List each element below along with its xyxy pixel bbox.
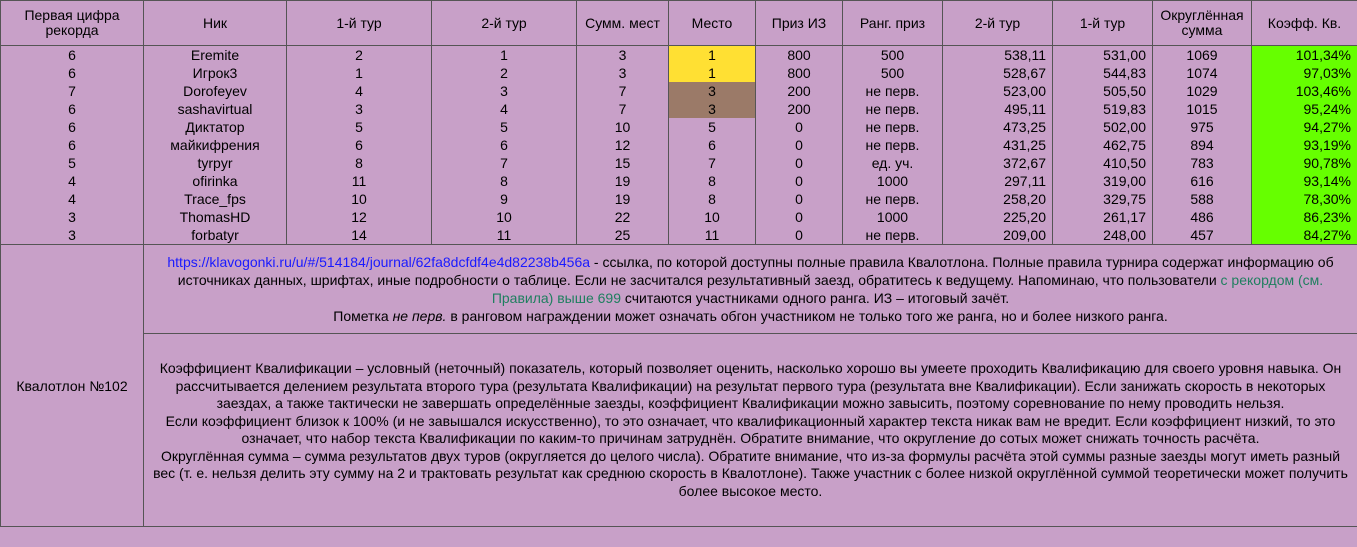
table-row <box>1 82 1357 100</box>
round1-result-cell: 319,00 <box>1053 172 1153 190</box>
record-digit-cell: 6 <box>1 64 144 82</box>
prize-cell: 0 <box>756 208 843 226</box>
record-digit-cell: 7 <box>1 82 144 100</box>
nick-cell: майкифрения <box>144 136 287 154</box>
table-row <box>1 46 1357 65</box>
round1-result-cell: 462,75 <box>1053 136 1153 154</box>
rounded-sum-cell: 457 <box>1153 226 1252 245</box>
place-cell: 11 <box>669 226 756 245</box>
coef-cell: 95,24% <box>1252 100 1357 118</box>
coef-cell: 93,19% <box>1252 136 1357 154</box>
coef-cell: 103,46% <box>1252 82 1357 100</box>
tournament-title: Квалотлон №102 <box>1 245 144 527</box>
place-cell: 8 <box>669 190 756 208</box>
coef-cell: 93,14% <box>1252 172 1357 190</box>
record-digit-cell: 6 <box>1 118 144 136</box>
round2-cell: 7 <box>432 154 577 172</box>
rank-prize-cell: 1000 <box>843 172 943 190</box>
rank-note-green: с рекордом (см. Правила) выше 699 <box>491 272 1324 306</box>
round1-result-cell: 505,50 <box>1053 82 1153 100</box>
table-row <box>1 64 1357 82</box>
sum-places-cell: 7 <box>577 100 669 118</box>
round2-cell: 1 <box>432 46 577 65</box>
prize-cell: 800 <box>756 64 843 82</box>
record-digit-cell: 6 <box>1 46 144 65</box>
nick-cell: Диктатор <box>144 118 287 136</box>
rank-prize-cell: не перв. <box>843 100 943 118</box>
header-place: Место <box>669 1 756 46</box>
header-round2: 2-й тур <box>432 1 577 46</box>
round1-result-cell: 544,83 <box>1053 64 1153 82</box>
round2-cell: 8 <box>432 172 577 190</box>
place-cell: 7 <box>669 154 756 172</box>
sum-places-cell: 19 <box>577 172 669 190</box>
place-cell: 5 <box>669 118 756 136</box>
round2-result-cell: 523,00 <box>943 82 1053 100</box>
place-cell: 3 <box>669 82 756 100</box>
coef-cell: 94,27% <box>1252 118 1357 136</box>
header-rank-prize: Ранг. приз <box>843 1 943 46</box>
rank-prize-cell: ед. уч. <box>843 154 943 172</box>
round2-cell: 2 <box>432 64 577 82</box>
rounded-sum-cell: 894 <box>1153 136 1252 154</box>
round2-cell: 11 <box>432 226 577 245</box>
sum-places-cell: 3 <box>577 46 669 65</box>
coef-para-3: Округлённая сумма – сумма результатов двух туров (округляется до целого числа). Обратите внимание, что из-за формулы расчёта этой суммы разные заезды могут иметь разный вес (т. е. нельзя делить эту сумму на 2 и трактовать результат как среднюю скорость в Квалотлоне). Также участник с более низкой округлённой суммой теоретически может получить более высокое место. <box>153 447 1348 499</box>
place-cell: 1 <box>669 46 756 65</box>
table-row <box>1 136 1357 154</box>
round2-result-cell: 258,20 <box>943 190 1053 208</box>
coef-cell: 101,34% <box>1252 46 1357 65</box>
nick-cell: Eremite <box>144 46 287 65</box>
rules-text-2: считаются участниками одного ранга. ИЗ – итоговый зачёт. <box>620 290 1010 306</box>
round1-cell: 5 <box>287 118 432 136</box>
note-pre: Пометка <box>333 308 393 324</box>
round1-cell: 12 <box>287 208 432 226</box>
round1-result-cell: 248,00 <box>1053 226 1153 245</box>
round1-result-cell: 531,00 <box>1053 46 1153 65</box>
rank-prize-cell: 500 <box>843 46 943 65</box>
rounded-sum-cell: 1029 <box>1153 82 1252 100</box>
nick-cell: Игрок3 <box>144 64 287 82</box>
header-first-digit: Первая цифра рекорда <box>1 1 144 46</box>
coef-cell: 97,03% <box>1252 64 1357 82</box>
header-coef: Коэфф. Кв. <box>1252 1 1357 46</box>
sum-places-cell: 7 <box>577 82 669 100</box>
rules-text-1: - ссылка, по которой доступны полные правила Квалотлона. Полные правила турнира содержат информацию об источниках данных, шрифтах, иные подробности о таблице. Если не засчитался результативный заезд, обратитесь к ведущему. Напоминаю, что пользователи <box>177 254 1334 288</box>
rounded-sum-cell: 1015 <box>1153 100 1252 118</box>
record-digit-cell: 3 <box>1 226 144 245</box>
header-round2-result: 2-й тур <box>943 1 1053 46</box>
prize-cell: 0 <box>756 154 843 172</box>
header-round1-result: 1-й тур <box>1053 1 1153 46</box>
round1-cell: 4 <box>287 82 432 100</box>
rules-info <box>144 245 1357 334</box>
nick-cell: forbatyr <box>144 226 287 245</box>
nick-cell: Dorofeyev <box>144 82 287 100</box>
nick-cell: ThomasHD <box>144 208 287 226</box>
sum-places-cell: 12 <box>577 136 669 154</box>
place-cell: 1 <box>669 64 756 82</box>
round2-result-cell: 528,67 <box>943 64 1053 82</box>
round1-result-cell: 261,17 <box>1053 208 1153 226</box>
place-cell: 6 <box>669 136 756 154</box>
coef-cell: 84,27% <box>1252 226 1357 245</box>
rounded-sum-cell: 975 <box>1153 118 1252 136</box>
round1-cell: 3 <box>287 100 432 118</box>
rank-prize-cell: не перв. <box>843 136 943 154</box>
prize-cell: 800 <box>756 46 843 65</box>
round1-cell: 8 <box>287 154 432 172</box>
nick-cell: Trace_fps <box>144 190 287 208</box>
prize-cell: 0 <box>756 136 843 154</box>
round1-result-cell: 502,00 <box>1053 118 1153 136</box>
round2-result-cell: 297,11 <box>943 172 1053 190</box>
round2-result-cell: 431,25 <box>943 136 1053 154</box>
place-cell: 8 <box>669 172 756 190</box>
place-cell: 10 <box>669 208 756 226</box>
nick-cell: sashavirtual <box>144 100 287 118</box>
prize-cell: 0 <box>756 118 843 136</box>
header-sum-places: Сумм. мест <box>577 1 669 46</box>
rounded-sum-cell: 616 <box>1153 172 1252 190</box>
round2-cell: 3 <box>432 82 577 100</box>
header-round1: 1-й тур <box>287 1 432 46</box>
table-row <box>1 118 1357 136</box>
header-nick: Ник <box>144 1 287 46</box>
round1-result-cell: 410,50 <box>1053 154 1153 172</box>
info-row <box>1 245 1357 334</box>
prize-cell: 200 <box>756 82 843 100</box>
rank-prize-cell: 500 <box>843 64 943 82</box>
rounded-sum-cell: 486 <box>1153 208 1252 226</box>
prize-cell: 0 <box>756 226 843 245</box>
record-digit-cell: 6 <box>1 136 144 154</box>
round2-cell: 5 <box>432 118 577 136</box>
round2-cell: 4 <box>432 100 577 118</box>
sum-places-cell: 19 <box>577 190 669 208</box>
table-row <box>1 190 1357 208</box>
round2-cell: 9 <box>432 190 577 208</box>
round2-result-cell: 372,67 <box>943 154 1053 172</box>
rounded-sum-cell: 783 <box>1153 154 1252 172</box>
rank-prize-cell: не перв. <box>843 82 943 100</box>
prize-cell: 200 <box>756 100 843 118</box>
coef-cell: 86,23% <box>1252 208 1357 226</box>
round2-result-cell: 225,20 <box>943 208 1053 226</box>
record-digit-cell: 3 <box>1 208 144 226</box>
record-digit-cell: 4 <box>1 190 144 208</box>
sum-places-cell: 25 <box>577 226 669 245</box>
table-row <box>1 226 1357 245</box>
sum-places-cell: 22 <box>577 208 669 226</box>
note-post: в ранговом награждении может означать обгон участником не только того же ранга, но и более низкого ранга. <box>446 308 1168 324</box>
round1-cell: 6 <box>287 136 432 154</box>
header-row <box>1 1 1357 46</box>
record-digit-cell: 5 <box>1 154 144 172</box>
table-row <box>1 172 1357 190</box>
coef-para-1: Коэффициент Квалификации – условный (неточный) показатель, который позволяет оценить, насколько хорошо вы умеете проходить Квалификацию для своего уровня навыка. Он рассчитывается делением результата второго тура (результата Квалификации) на результат первого тура (результата вне Квалификации). Если занижать скорость в некоторых заездах, а также тактически не завершать определённые заезды, коэффициент Квалификации можно завысить, поэтому соревнование по нему проводить нельзя. <box>159 360 1342 411</box>
rank-prize-cell: не перв. <box>843 118 943 136</box>
rounded-sum-cell: 1069 <box>1153 46 1252 65</box>
table-row <box>1 154 1357 172</box>
round1-result-cell: 519,83 <box>1053 100 1153 118</box>
coef-para-2: Если коэффициент близок к 100% (и не завышался искусственно), то это означает, что квалификационный характер текста никак вам не вредит. Если коэффициент низкий, то это означает, что набор текста Квалификации по каким-то причинам затруднён. Обратите внимание, что округление до сотых может снижать точность расчёта. <box>165 412 1336 446</box>
round1-result-cell: 329,75 <box>1053 190 1153 208</box>
round1-cell: 2 <box>287 46 432 65</box>
round2-result-cell: 538,11 <box>943 46 1053 65</box>
sum-places-cell: 10 <box>577 118 669 136</box>
round1-cell: 11 <box>287 172 432 190</box>
rank-prize-cell: не перв. <box>843 226 943 245</box>
rounded-sum-cell: 1074 <box>1153 64 1252 82</box>
table-row <box>1 100 1357 118</box>
rules-link[interactable]: https://klavogonki.ru/u/#/514184/journal/62fa8dcfdf4e4d82238b456a <box>167 254 591 270</box>
coef-cell: 90,78% <box>1252 154 1357 172</box>
header-prize: Приз ИЗ <box>756 1 843 46</box>
header-rounded-sum: Округлённая сумма <box>1153 1 1252 46</box>
nick-cell: tyrpyr <box>144 154 287 172</box>
rounded-sum-cell: 588 <box>1153 190 1252 208</box>
round1-cell: 1 <box>287 64 432 82</box>
table-row <box>1 208 1357 226</box>
round2-result-cell: 473,25 <box>943 118 1053 136</box>
round2-result-cell: 495,11 <box>943 100 1053 118</box>
coef-explanation <box>144 334 1357 527</box>
record-digit-cell: 4 <box>1 172 144 190</box>
record-digit-cell: 6 <box>1 100 144 118</box>
prize-cell: 0 <box>756 190 843 208</box>
rank-prize-cell: не перв. <box>843 190 943 208</box>
round2-cell: 6 <box>432 136 577 154</box>
place-cell: 3 <box>669 100 756 118</box>
sum-places-cell: 3 <box>577 64 669 82</box>
round2-cell: 10 <box>432 208 577 226</box>
rank-prize-cell: 1000 <box>843 208 943 226</box>
coef-cell: 78,30% <box>1252 190 1357 208</box>
round1-cell: 14 <box>287 226 432 245</box>
nick-cell: ofirinka <box>144 172 287 190</box>
round2-result-cell: 209,00 <box>943 226 1053 245</box>
prize-cell: 0 <box>756 172 843 190</box>
note-em: не перв. <box>392 308 447 324</box>
sum-places-cell: 15 <box>577 154 669 172</box>
coef-info-row <box>1 334 1357 527</box>
round1-cell: 10 <box>287 190 432 208</box>
